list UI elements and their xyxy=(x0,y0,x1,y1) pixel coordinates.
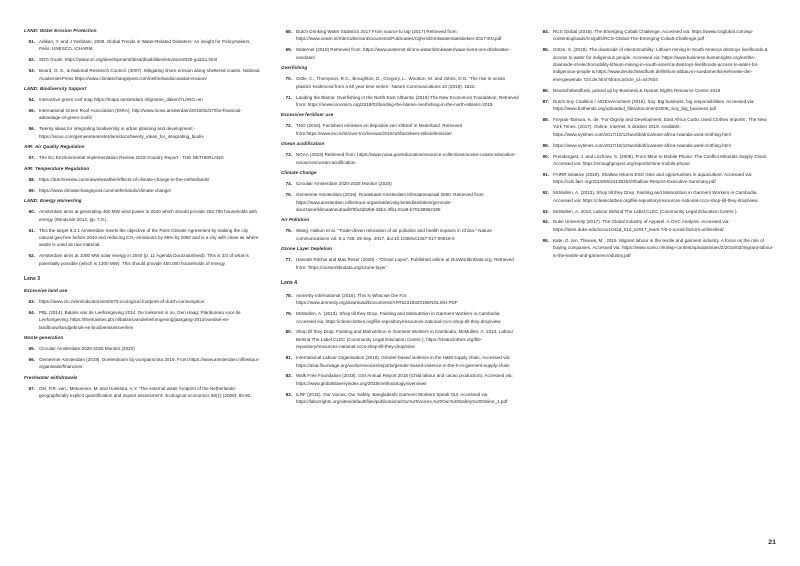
reference-number: 92. xyxy=(542,190,549,196)
reference-item xyxy=(538,218,776,233)
reference-item xyxy=(281,191,519,213)
column-left xyxy=(24,28,262,404)
reference-text: International Green Roof Association (IGRA), http://www.moss.amsterdam/2016/02/27/the-financial-advantage-of-green-roofs/ xyxy=(39,108,242,121)
reference-number: 52. xyxy=(28,57,35,63)
reference-text: McMullen, A. (2013). Shop till they Drop. Fainting and Malnutrition in Garment Workers in Cambodia. Accessed via: https://cleanclothes.org/file-repository/resources-national-cccs-shop-till-they-drop/view xyxy=(296,311,501,324)
reference-item xyxy=(538,142,776,149)
category-heading: Freshwater withdrawals xyxy=(24,374,78,380)
reference-item xyxy=(24,154,262,161)
reference-number: 83. xyxy=(285,391,292,397)
reference-item xyxy=(281,391,519,406)
page-number: 21 xyxy=(768,539,776,546)
category-heading: LAND: Water Erosion Protection xyxy=(24,28,97,33)
reference-item xyxy=(24,356,262,371)
reference-text: Gemeente Amsterdam (2019). Doelenboom bij voorjaarsnota 2019. From:https://www.amsterdam.nl/bestuur-organisatie/financien/. xyxy=(39,357,260,370)
reference-number: 59. xyxy=(28,187,35,193)
reference-item xyxy=(24,67,262,82)
reference-text: Interactive green roof map https://maps.amsterdam.nl/groene_daken/?LANG=en xyxy=(39,97,203,103)
reference-list xyxy=(281,151,519,166)
reference-columns xyxy=(24,28,776,410)
reference-item xyxy=(281,94,519,109)
reference-item xyxy=(281,46,519,61)
reference-number: 88. xyxy=(542,116,549,122)
reference-number: 78. xyxy=(285,292,292,298)
reference-number: 87. xyxy=(542,98,549,104)
reference-number: 89. xyxy=(542,142,549,148)
reference-text: Circulair Amsterdam 2020-2025 Monitor (2020) xyxy=(296,181,392,187)
reference-number: 74. xyxy=(285,181,292,187)
category-heading: AIR: Air Quality Regulation xyxy=(24,144,85,150)
reference-text: ILRF (2015). Our Voices, Our Safety. Bangladeshi Garment Workers Speak Out. Accessed via https://laborrights.org/sites/default/files/publications/Our%20Voices,%20Our%20Safety%20Online_1.pdf xyxy=(296,391,508,405)
category-heading: LAND: Energy Harvesting xyxy=(24,198,82,204)
reference-number: 55. xyxy=(28,108,35,114)
reference-list xyxy=(24,154,262,161)
reference-text: Wang, Haikun et al. "Trade-driven relocation of air pollution and health impacts in China." Nature communications vol. 8,1 738. 29 Sep. 2017, doi:10.1038/s41467-017-00918-5 xyxy=(296,228,492,241)
reference-item xyxy=(281,151,519,166)
reference-list xyxy=(281,256,519,271)
reference-list xyxy=(24,345,262,371)
reference-item xyxy=(281,292,519,307)
category-heading: Overfishing xyxy=(281,65,308,71)
reference-item xyxy=(24,38,262,53)
reference-item xyxy=(24,298,262,305)
category-heading: Waste generation xyxy=(24,335,64,341)
reference-number: 76. xyxy=(285,228,292,234)
reference-text: Freytas-Tamura, K. de. 'For Dignity and Development, East Africa Curbs Used Clothes Imports'. The New York Times. (2017). Online. Internet. 5 oktober 2019. Available: https://www.nytimes.com/2017/10/12/world/africa/east-africa-rwanda-used-clothing.html xyxy=(553,116,767,137)
lens-heading: Lens 3 xyxy=(24,276,41,283)
reference-text: FAIRR initiative (2019). Shallow returns ESG risks and opportunities in aquaculture. Accessed via: https://cdn.fairr.org/2019/06/24135353/Shallow-Returns-Executive-Summary.pdf xyxy=(553,171,753,185)
reference-text: Adikari, Y. and J Yoshitani. 2009. Global Trends in Water-Related Disasters: An insight for Policymakers. Paris: UNESCO, ICHARM. xyxy=(39,39,251,52)
category-heading: Ozone Layer Depletion xyxy=(281,246,333,252)
reference-item xyxy=(281,310,519,325)
reference-number: 66. xyxy=(28,357,35,363)
reference-number: 57. xyxy=(28,155,35,161)
reference-item xyxy=(538,237,776,259)
reference-list xyxy=(281,28,519,61)
reference-text: SDG Goals: https://www.un.org/development/desa/disabilities/envision2030-goal11.html xyxy=(39,57,218,63)
reference-item xyxy=(281,75,519,90)
reference-number: 79. xyxy=(285,311,292,317)
category-heading: Air Pollution xyxy=(281,217,310,223)
reference-item xyxy=(281,372,519,387)
category-heading: Excessive fertiliser use xyxy=(281,112,334,118)
reference-item xyxy=(281,180,519,187)
reference-text: https://www.climatechangepost.com/netherlands/climate-change/ xyxy=(39,187,172,193)
reference-text: Amsterdam aims at generating 400 MW wind power in 2040 which should provide 253.700 households with energy (Windvisie 2012, pp. 7,9.), xyxy=(39,209,258,222)
reference-list xyxy=(24,96,262,140)
reference-text: International Labour Organisation (2018). Gender-based violence in the H&M supply chain. Accessed via: https://asia.floorwage.org/workersvoices/reports/gender-based-violence-in-the-h-m-garment-supply-chain xyxy=(296,355,511,368)
reference-item xyxy=(281,354,519,369)
reference-text: This the target 9.3.1 Amsterdam meets the objective of the Paris Climate Agreement by making the city natural gas-free before 2040 and reducing CO₂-emissions by 95% by 2050 and is a city with clean air where waste is used as raw material. xyxy=(39,227,259,248)
reference-text: Ostle, C., Thompson, R.C., Broughton, D., Gregory, L., Wootton, M. and Johns, D.G. 'The rise in ocean plastics evidenced from a 60 year time series'. Nature Communications 10 (2019): 1622. xyxy=(296,76,506,89)
reference-number: 91. xyxy=(542,171,549,177)
category-heading: LAND: Biodiversity Support xyxy=(24,86,87,92)
reference-text: NOAA (2019) Retrieved from: https://www.noaa.gov/education/resource-collections/ocean-coasts-education-resources/ocean-acidification xyxy=(296,152,516,165)
reference-text: TNO (2019). Factsheet emissies en depositie van stikstof in Nederland. Retrieved from:https://www.tno.nl/nl/over-tno/nieuws/2019/10/factsheet-stikstofemissie/ xyxy=(296,123,463,136)
reference-item xyxy=(538,116,776,138)
reference-item xyxy=(538,208,776,215)
reference-text: Oel, P.R. van., Mekonnen, M. and Hoekstra, A.Y. 'The external water footprint of the Netherlands: geographically explicit quantification and impact assessment'. Ecological economics 69(1) (2009): 92-92. xyxy=(39,385,252,399)
reference-number: 90. xyxy=(542,153,549,159)
reference-item xyxy=(24,125,262,140)
reference-text: Götze, S. (2019). The downside of electromobility: Lithium mining in South America destroys livelihoods & access to water for indigenous people. Accessed via: https://www.business-humanrights.org/en/the-downside-of-electromobility-lithium-mining-in-south-america-destroys-livelihoods-access-to-water-for-indigenous-people & https://www.deutschlandfunk.de/lithium-abbau-in-suedamerika-kehrseite-der-energiewende.724.de.html?dram:article_id=447604 xyxy=(553,47,768,82)
reference-number: 93. xyxy=(542,208,549,214)
reference-item xyxy=(538,46,776,83)
category-heading: Ocean acidification xyxy=(281,141,325,147)
column-right xyxy=(538,28,776,263)
reference-text: Amnesty International (2016). This is What we Die For. https://www.amnesty.org/download/Documents/AFR6231832016ENGLISH.PDF xyxy=(296,292,458,306)
reference-number: 80. xyxy=(285,329,292,335)
reference-text: Gemeente Amsterdam (2019). Routekaart Amsterdam Klimaatneutraal 2050. Retrieved from: https://www.amsterdam.nl/bestuur-organisatie/volg-beleid/ambities/gezonde-duurzame/klimaatneutraal/#hfa2d62b8-3bb1-4fb1-81a9-b70138962185 xyxy=(296,192,485,212)
reference-text: Kate, G. ten, Theuws, M., 2016. Migrant labour in the textile and garment industry. A focus on the role of buying companies. Accessed via: https://www.somo.nl/nl/wp-content/uploads/sites/2/2016/02/migrant-labour-in-the-textile-and-garment-industry.pdf xyxy=(553,237,774,258)
reference-item xyxy=(24,107,262,122)
reference-number: 62. xyxy=(28,253,35,259)
reference-item xyxy=(24,96,262,103)
reference-text: https://www.nytimes.com/2017/10/12/world/africa/east-africa-rwanda-used-clothing.html xyxy=(553,142,731,148)
reference-number: 73. xyxy=(285,152,292,158)
reference-number: 56. xyxy=(28,126,35,132)
reference-item xyxy=(281,328,519,350)
reference-number: 53. xyxy=(28,68,35,74)
reference-list xyxy=(24,208,262,267)
reference-text: The EU Environmental Implementation Review 2019 Country Report - THE NETHERLAND xyxy=(39,155,224,161)
reference-number: 67. xyxy=(28,385,35,391)
reference-item xyxy=(24,56,262,63)
reference-text: Shop till they Drop. Fainting and Malnutrition in Garment Workers in Cambodia, McMullen, A. 2013, Labour Behind The Label,CLEC (Community Legal Education Centre ), https://cleanclothes.org/file-repository/resources-national-cccs-shop-till-they-drop/view xyxy=(296,329,514,350)
reference-number: 84. xyxy=(542,29,549,34)
reference-number: 86. xyxy=(542,87,549,93)
reference-list xyxy=(24,385,262,400)
reference-number: 68. xyxy=(285,29,292,34)
reference-list xyxy=(538,28,776,259)
reference-text: Twenty ideas for integrating biodiversity in urban planning and development - https://issuu.com/gemeenteamsterdam/docs/twenty_ideas_for_integrating_biodiv xyxy=(39,126,204,139)
reference-text: Deutschelandfunk, picked up by Business & Human Rights Resource Centre 2019 xyxy=(553,87,721,93)
reference-number: 63. xyxy=(28,298,35,304)
reference-number: 94. xyxy=(542,219,549,225)
reference-text: Waternet (2019) Retrieved from: https://www.waternet.nl/ons-water/drinkwater/waar-komt-ons-drinkwater-vandaan/ xyxy=(296,47,511,60)
reference-text: Dutch Drinking Water Statistics 2017 From source to tap (2017) Retrieved from: https://www.vewin.nl/SiteCollectionDocuments/Publicaties/Cijfers/Drinkwaterstatistieken-2017-EN.pdf xyxy=(296,29,502,42)
category-heading: Excessive land use xyxy=(24,287,68,293)
reference-number: 81. xyxy=(285,355,292,361)
reference-text: Board, O. S., & National Research Council. (2007). Mitigating shore erosion along sheltered coasts. National AcademiesPress https://www.climatechangepost.com/netherlands/coastal-erosion/ xyxy=(39,68,260,81)
reference-item xyxy=(24,252,262,267)
reference-item xyxy=(24,208,262,223)
reference-text: Walk Free Foundation (2018). GSI Annual Report 2018 (Child labour and cacao production). Accessed via: https://www.globalslaveryindex.org/2018/methodology/overview/ xyxy=(296,373,513,386)
reference-number: 64. xyxy=(28,309,35,315)
reference-number: 65. xyxy=(28,346,35,352)
reference-text: RCS Global (2016). The Emerging Cobalt Challenge. Accessed via: https://www.rcsglobal.com/wp-content/uploads/rcs/pdfs/RCS-Global-The-Emerging-Cobalt-Challenge.pdf xyxy=(553,29,754,42)
reference-text: Landing the Blame: Overfishing in the North East Althantic (2019) The New Economics Foundation; Retrieved from: https://neweconomics.org/2019/02/landing-the-blame-overfishing-in-the-north-atlantic-2019 xyxy=(296,94,519,107)
reference-number: 71. xyxy=(285,94,292,100)
reference-item xyxy=(281,122,519,137)
reference-number: 58. xyxy=(28,176,35,182)
reference-list xyxy=(281,180,519,213)
reference-item xyxy=(538,153,776,168)
reference-list xyxy=(281,122,519,137)
reference-text: https://www.clo.nl/en/indicators/en0075-ecological-footprint-of-dutch-consumption xyxy=(39,298,205,304)
reference-number: 75. xyxy=(285,192,292,198)
column-middle xyxy=(281,28,519,410)
reference-text: Amsterdam aims at 1000 MW solar energy in 2040 (p. 11 Agenda Duurzaamheid). This is 2/3 of what is potentially possible (which is 1300 MW). This should provide 450.000 households of energy. xyxy=(39,253,249,266)
reference-item xyxy=(538,87,776,94)
reference-text: McMullen, A. (2013). Shop till they Drop. Fainting and Malnutrition in Garment Workers in Cambodia. Accessed via: https://cleanclothes.org/file-repository/resources-national-cccs-shop-till-they-drop/view xyxy=(553,190,758,203)
reference-number: 69. xyxy=(285,47,292,53)
reference-text: McMullen, A. 2013, Labour Behind The Label,CLEC (Community Legal Education Centre ). xyxy=(553,208,738,214)
reference-list xyxy=(281,75,519,108)
reference-list xyxy=(24,298,262,331)
reference-list xyxy=(281,227,519,242)
reference-text: Prendergast, J. and Lezhnev, S. (2009). From Mine to Mobile Phone: The Conflict Minerals Supply Chain. Accessed via: https://enoughproject.org/reports/mine-mobile-phone xyxy=(553,153,768,166)
reference-number: 61. xyxy=(28,227,35,233)
reference-item xyxy=(538,171,776,186)
reference-number: 85. xyxy=(542,47,549,53)
reference-text: Duke University (2017). The Global Industry of Apparel. A GVC Analysis. Accessed via: https://sites.duke.edu/socio1042d_01d_s2017_team-7/6-1-social-factors-unfinished/ xyxy=(553,219,730,232)
reference-item xyxy=(281,227,519,242)
reference-number: 82. xyxy=(285,373,292,379)
reference-number: 72. xyxy=(285,123,292,129)
reference-text: Circulair Amsterdam 2020-2025 Monitor (2020) xyxy=(39,346,135,352)
reference-item xyxy=(24,345,262,352)
reference-item xyxy=(281,256,519,271)
category-heading: AIR: Temperature Regulation xyxy=(24,165,90,171)
lens-heading: Lens 4 xyxy=(281,280,298,287)
reference-text: PBL (2014). Balans van de Leefomgeving 2014. De toekomst is nu, Den Haag: Planbureau voor de Leefomgeving. https://themasites.pbl.nl/balansvandeleefomgeving/jaargang-2014/voedsel-en-landbouw/landgebruik-en-biodiversiteitsverlies xyxy=(39,309,241,330)
reference-item xyxy=(24,309,262,331)
reference-text: https://dutchreview.com/news/weather/effects-of-climate-change-in-the-netherlands/ xyxy=(39,176,210,182)
reference-item xyxy=(538,98,776,113)
reference-list xyxy=(281,292,519,406)
reference-number: 77. xyxy=(285,257,292,263)
reference-number: 51. xyxy=(28,39,35,44)
reference-text: Dutch Soy Coalition / AIDEnvironment (2016). Soy. Big business, big responsibilities. Accessed via: https://www.bothends.org/uploaded_files/document/2006_Soy_big_business.pdf xyxy=(553,98,755,112)
reference-item xyxy=(281,28,519,43)
category-heading: Climate Change xyxy=(281,170,317,176)
reference-item xyxy=(538,28,776,43)
reference-number: 70. xyxy=(285,76,292,82)
reference-number: 95. xyxy=(542,237,549,243)
reference-item xyxy=(538,189,776,204)
reference-number: 60. xyxy=(28,209,35,215)
reference-number: 54. xyxy=(28,97,35,103)
reference-item xyxy=(24,176,262,183)
reference-item xyxy=(24,227,262,249)
reference-list xyxy=(24,38,262,82)
reference-list xyxy=(24,176,262,194)
reference-item xyxy=(24,385,262,400)
reference-text: Hannah Ritchie and Max Roser (2020) - "Ozone Layer". Published online at OurWorldinData.org. Retrieved from: 'https://ourworldindata.org/ozone-layer' xyxy=(296,257,514,270)
reference-item xyxy=(24,187,262,194)
